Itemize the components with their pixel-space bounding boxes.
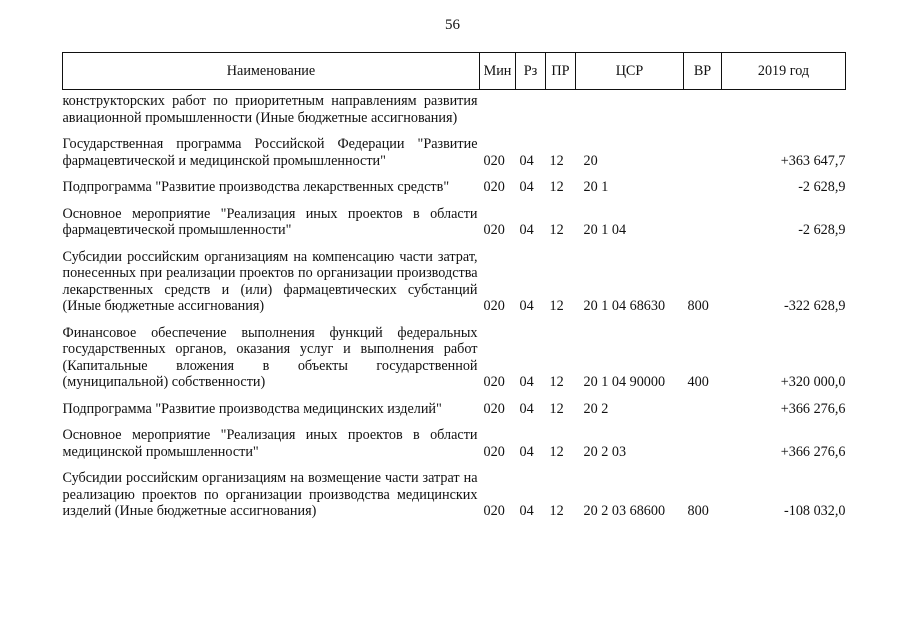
- row-name: Подпрограмма "Развитие производства лекарственных средств": [62, 179, 450, 195]
- row-vr: [684, 169, 722, 196]
- row-min: 020: [483, 503, 505, 519]
- row-min: 020: [483, 400, 505, 417]
- row-vr: 400: [687, 374, 709, 390]
- header-min: Мин: [480, 53, 516, 90]
- row-amount: +366 276,6: [780, 400, 846, 417]
- row-vr: [684, 391, 722, 418]
- header-pr: ПР: [546, 53, 576, 90]
- row-name: Государственная программа Российской Федерации "Развитие фармацевтической и медицинской промышленности": [62, 136, 478, 169]
- row-amount: [722, 90, 846, 127]
- row-pr: 12: [549, 400, 564, 417]
- header-vr: ВР: [684, 53, 722, 90]
- row-vr: [684, 90, 722, 127]
- table-row: [63, 126, 846, 169]
- table-row: [63, 417, 846, 460]
- row-pr: 12: [549, 443, 564, 460]
- row-pr: [546, 90, 576, 127]
- row-vr: [684, 126, 722, 169]
- row-rz: 04: [519, 443, 534, 460]
- row-amount: -2 628,9: [798, 222, 846, 238]
- table-row: [63, 391, 846, 418]
- row-vr: 800: [687, 503, 709, 519]
- header-rz: Рз: [516, 53, 546, 90]
- row-rz: 04: [519, 374, 534, 390]
- row-amount: -2 628,9: [798, 179, 846, 195]
- row-name: Основное мероприятие "Реализация иных проектов в области медицинской промышленности": [62, 427, 478, 460]
- row-pr: 12: [549, 152, 564, 169]
- table-header: [63, 53, 846, 90]
- row-pr: 12: [549, 374, 564, 390]
- table-row: [63, 460, 846, 520]
- row-name: Подпрограмма "Развитие производства медицинских изделий": [62, 400, 442, 417]
- row-vr: [684, 417, 722, 460]
- row-rz: 04: [519, 503, 534, 519]
- row-min: 020: [483, 152, 505, 169]
- row-csr: 20 2 03 68600: [583, 503, 666, 519]
- header-csr: ЦСР: [576, 53, 684, 90]
- row-name: Субсидии российским организациям на компенсацию части затрат, понесенных при реализации проектов по организации производства лекарственных средств и (или) фармацевтических субстанций (Иные бюджетные ассигнования): [62, 248, 478, 314]
- row-csr: 20: [583, 152, 598, 169]
- row-vr: 800: [687, 298, 709, 314]
- budget-table: [62, 52, 846, 520]
- row-name: Основное мероприятие "Реализация иных проектов в области фармацевтической промышленности": [62, 205, 478, 238]
- header-year: 2019 год: [722, 53, 846, 90]
- row-csr: 20 2: [583, 400, 609, 417]
- row-csr: 20 1 04 90000: [583, 374, 666, 390]
- table-row: [63, 196, 846, 239]
- table-row: [63, 90, 846, 127]
- row-csr: 20 1: [583, 179, 609, 195]
- row-pr: 12: [549, 179, 564, 195]
- row-rz: 04: [519, 179, 534, 195]
- row-name: Субсидии российским организациям на возмещение части затрат на реализацию проектов по организации производства медицинских изделий (Иные бюджетные ассигнования): [62, 470, 478, 519]
- row-rz: 04: [519, 152, 534, 169]
- row-rz: 04: [519, 298, 534, 314]
- row-amount: +320 000,0: [780, 374, 846, 390]
- row-name: конструкторских работ по приоритетным направлениям развития авиационной промышленности (Иные бюджетные ассигнования): [62, 93, 478, 126]
- row-min: 020: [483, 298, 505, 314]
- row-vr: [684, 196, 722, 239]
- row-amount: -108 032,0: [784, 503, 846, 519]
- row-min: 020: [483, 374, 505, 390]
- table-row: [63, 239, 846, 315]
- row-min: [480, 90, 516, 127]
- table-row: [63, 169, 846, 196]
- row-amount: +363 647,7: [780, 152, 846, 169]
- row-rz: [516, 90, 546, 127]
- page-number: 56: [445, 17, 460, 33]
- row-csr: 20 2 03: [583, 443, 627, 460]
- row-csr: 20 1 04 68630: [583, 298, 666, 314]
- row-amount: -322 628,9: [784, 298, 846, 314]
- row-csr: 20 1 04: [583, 222, 627, 238]
- row-name: Финансовое обеспечение выполнения функций федеральных государственных органов, оказания услуг и выполнения работ (Капитальные вложения в объекты государственной (муниципальной) собственности): [62, 324, 478, 390]
- row-csr: [576, 90, 684, 127]
- table-row: [63, 315, 846, 391]
- row-min: 020: [483, 179, 505, 195]
- row-rz: 04: [519, 400, 534, 417]
- row-pr: 12: [549, 503, 564, 519]
- row-rz: 04: [519, 222, 534, 238]
- row-min: 020: [483, 222, 505, 238]
- row-pr: 12: [549, 222, 564, 238]
- row-min: 020: [483, 443, 505, 460]
- row-pr: 12: [549, 298, 564, 314]
- table-body: [63, 90, 846, 520]
- header-name: Наименование: [63, 53, 480, 90]
- row-amount: +366 276,6: [780, 443, 846, 460]
